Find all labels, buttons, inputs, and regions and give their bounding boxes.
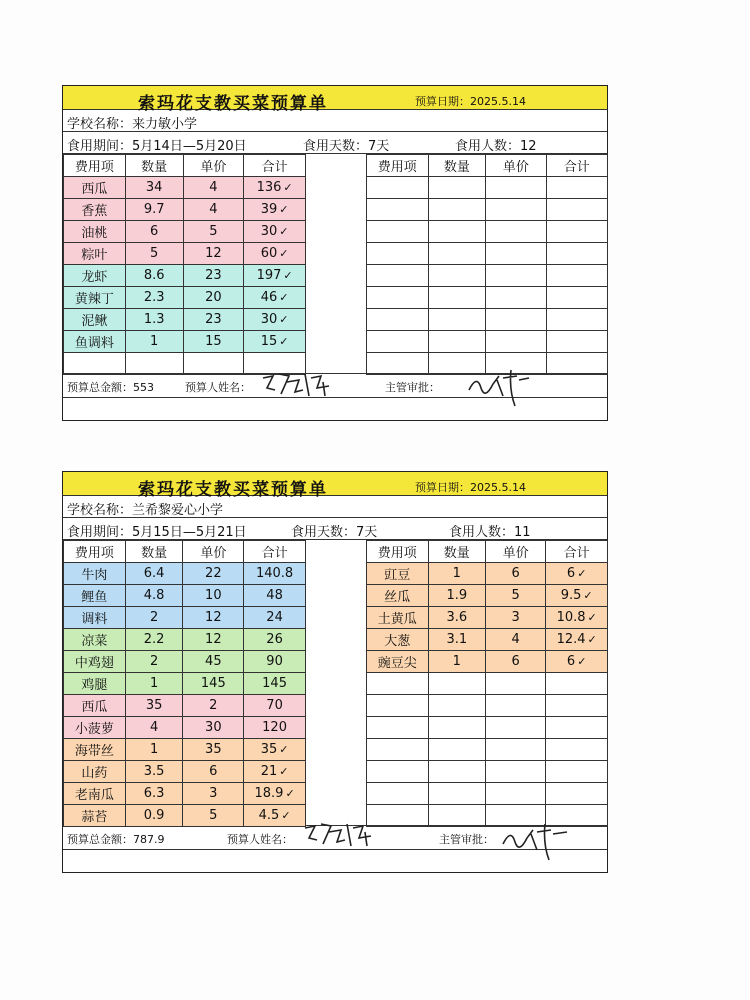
item-cell [64,353,126,375]
budget-sheet-2 [62,471,608,873]
price-cell: 5 [486,585,546,607]
column-header: 单价 [183,155,244,177]
price-cell: 4 [183,199,244,221]
table-row [64,585,306,607]
column-header: 合计 [244,541,306,563]
check-mark-icon: ✓ [583,589,593,602]
quantity-cell [428,805,485,827]
item-cell [367,331,429,353]
total-cell: 15 ✓ [244,331,306,353]
total-cell: 46 ✓ [244,287,306,309]
item-cell: 鱼调料 [64,331,126,353]
check-mark-icon: ✓ [587,611,597,624]
table-header-row [367,155,608,177]
quantity-cell: 1.9 [428,585,485,607]
table-row [64,717,306,739]
item-cell: 香蕉 [64,199,126,221]
table-row [367,651,608,673]
price-cell [486,673,546,695]
table-row [64,651,306,673]
price-cell [486,177,546,199]
total-cell: 48 [244,585,306,607]
total-cell [546,761,608,783]
total-cell [546,287,607,309]
total-cell: 10.8 ✓ [546,607,608,629]
item-cell [367,243,429,265]
price-cell: 2 [183,695,244,717]
sheet-title: 索玛花支教买菜预算单 [138,94,328,114]
check-mark-icon: ✓ [279,313,289,326]
total-cell: 30 ✓ [244,309,306,331]
quantity-cell: 1 [125,739,183,761]
check-mark-icon: ✓ [279,335,289,348]
preparer-label: 预算人姓名： [227,833,293,846]
item-cell: 老南瓜 [64,783,126,805]
empty-table-row [367,695,608,717]
table-row [367,563,608,585]
item-cell: 蒜苔 [64,805,126,827]
column-header: 单价 [486,155,546,177]
empty-table-row [367,739,608,761]
item-cell: 豇豆 [367,563,429,585]
preparer-signature [301,818,381,852]
price-cell: 145 [183,673,244,695]
item-cell [367,761,429,783]
check-mark-icon: ✓ [283,181,293,194]
total-cell: 140.8 [244,563,306,585]
price-cell [486,761,546,783]
check-mark-icon: ✓ [577,567,587,580]
item-cell: 鲤鱼 [64,585,126,607]
table-row [64,309,306,331]
price-cell: 30 [183,717,244,739]
price-cell: 4 [183,177,244,199]
meal-people: 食用人数：11 [449,525,531,540]
total-cell: 4.5 ✓ [244,805,306,827]
table-row [64,607,306,629]
empty-table-row [367,761,608,783]
quantity-cell: 2 [125,607,183,629]
total-cell: 18.9 ✓ [244,783,306,805]
total-cell: 90 [244,651,306,673]
total-cell [546,265,607,287]
empty-table-row [367,331,608,353]
price-cell: 35 [183,739,244,761]
price-cell: 3 [486,607,546,629]
footer-row [63,826,607,850]
empty-table-row [367,243,608,265]
meal-days: 食用天数：7天 [303,139,390,154]
total-cell: 21 ✓ [244,761,306,783]
empty-table-row [367,717,608,739]
check-mark-icon: ✓ [279,225,289,238]
price-cell: 4 [486,629,546,651]
item-cell [367,199,429,221]
total-cell [546,695,608,717]
total-cell [546,177,607,199]
table-row [64,805,306,827]
price-cell [486,331,546,353]
check-mark-icon: ✓ [285,787,295,800]
price-cell: 6 [486,651,546,673]
budget-total: 预算总金额：553 [67,381,154,394]
table-row [64,177,306,199]
item-cell [367,783,429,805]
quantity-cell: 6.4 [125,563,183,585]
total-cell: 35 ✓ [244,739,306,761]
total-cell: 12.4 ✓ [546,629,608,651]
meal-days: 食用天数：7天 [291,525,378,540]
table-row [64,739,306,761]
quantity-cell: 3.1 [428,629,485,651]
item-cell: 豌豆尖 [367,651,429,673]
blank-row [63,850,607,872]
item-cell: 丝瓜 [367,585,429,607]
budget-date: 预算日期：2025.5.14 [415,481,526,494]
school-name: 学校名称：来力敏小学 [67,117,198,132]
item-cell: 泥鳅 [64,309,126,331]
table-row [64,761,306,783]
quantity-cell [428,331,485,353]
price-cell: 12 [183,629,244,651]
approver-label: 主管审批： [385,381,440,394]
quantity-cell [125,353,183,375]
price-cell: 45 [183,651,244,673]
budget-sheet-1 [62,85,608,421]
price-cell [486,221,546,243]
table-row [367,629,608,651]
total-cell [546,673,608,695]
school-row [63,496,607,518]
empty-table-row [367,783,608,805]
quantity-cell: 0.9 [125,805,183,827]
preparer-signature [259,368,339,402]
quantity-cell [428,309,485,331]
quantity-cell [428,783,485,805]
column-header: 单价 [183,541,244,563]
quantity-cell [428,673,485,695]
item-cell: 西瓜 [64,177,126,199]
quantity-cell: 3.5 [125,761,183,783]
column-header: 数量 [428,541,485,563]
price-cell: 20 [183,287,244,309]
total-cell: 6 ✓ [546,563,608,585]
item-cell: 龙虾 [64,265,126,287]
price-cell [486,309,546,331]
quantity-cell: 9.7 [125,199,183,221]
item-cell [367,717,429,739]
period-row [63,132,607,154]
price-cell [486,265,546,287]
price-cell [486,287,546,309]
quantity-cell: 1 [125,673,183,695]
total-cell: 9.5 ✓ [546,585,608,607]
table-row [64,673,306,695]
total-cell [546,199,607,221]
budget-total: 预算总金额：787.9 [67,833,165,846]
item-cell [367,265,429,287]
meal-people: 食用人数：12 [455,139,537,154]
column-header: 单价 [486,541,546,563]
empty-table-row [367,221,608,243]
items-area [63,154,607,374]
item-cell: 凉菜 [64,629,126,651]
item-cell [367,221,429,243]
empty-table-row [367,673,608,695]
item-cell [367,177,429,199]
right-item-table [366,540,608,827]
period-row [63,518,607,540]
column-header: 数量 [125,155,183,177]
items-area [63,540,607,826]
table-row [64,629,306,651]
quantity-cell [428,265,485,287]
item-cell: 西瓜 [64,695,126,717]
check-mark-icon: ✓ [587,633,597,646]
item-cell [367,309,429,331]
total-cell: 197 ✓ [244,265,306,287]
empty-table-row [367,199,608,221]
quantity-cell [428,177,485,199]
quantity-cell: 2.3 [125,287,183,309]
column-header: 数量 [428,155,485,177]
quantity-cell: 4 [125,717,183,739]
quantity-cell [428,287,485,309]
total-cell: 145 [244,673,306,695]
quantity-cell [428,243,485,265]
quantity-cell: 2 [125,651,183,673]
quantity-cell: 6.3 [125,783,183,805]
column-header: 费用项 [367,541,429,563]
item-cell [367,353,429,375]
table-row [64,199,306,221]
quantity-cell: 5 [125,243,183,265]
table-row [64,287,306,309]
check-mark-icon: ✓ [577,655,587,668]
quantity-cell: 8.6 [125,265,183,287]
price-cell [183,353,244,375]
empty-table-row [367,265,608,287]
total-cell: 30 ✓ [244,221,306,243]
item-cell: 土黄瓜 [367,607,429,629]
quantity-cell: 35 [125,695,183,717]
sheet-title-row [63,86,607,114]
left-item-table [63,540,306,827]
price-cell: 22 [183,563,244,585]
price-cell [486,199,546,221]
column-header: 数量 [125,541,183,563]
column-header: 费用项 [367,155,429,177]
table-header-row [64,155,306,177]
item-cell: 中鸡翅 [64,651,126,673]
total-cell [546,739,608,761]
meal-period: 食用期间：5月15日—5月21日 [67,525,247,540]
sheet-title-row [63,472,607,500]
column-header: 费用项 [64,541,126,563]
footer-row [63,374,607,398]
approver-label: 主管审批： [439,833,494,846]
preparer-label: 预算人姓名： [185,381,251,394]
price-cell [486,695,546,717]
check-mark-icon: ✓ [279,743,289,756]
table-row [64,243,306,265]
item-cell [367,739,429,761]
empty-table-row [367,309,608,331]
check-mark-icon: ✓ [281,809,291,822]
price-cell: 6 [486,563,546,585]
total-cell [546,353,607,375]
empty-table-row [367,287,608,309]
item-cell: 黄辣丁 [64,287,126,309]
total-cell [546,243,607,265]
right-item-table [366,154,608,375]
quantity-cell [428,761,485,783]
column-header: 合计 [546,155,607,177]
table-row [64,331,306,353]
check-mark-icon: ✓ [279,247,289,260]
total-cell: 24 [244,607,306,629]
blank-row [63,398,607,420]
table-header-row [367,541,608,563]
school-row [63,110,607,132]
quantity-cell [428,199,485,221]
item-cell: 牛肉 [64,563,126,585]
total-cell [546,309,607,331]
quantity-cell: 1 [428,563,485,585]
school-name: 学校名称：兰希黎爱心小学 [67,503,224,518]
total-cell: 26 [244,629,306,651]
quantity-cell: 1.3 [125,309,183,331]
column-header: 合计 [244,155,306,177]
table-row [64,563,306,585]
quantity-cell [428,221,485,243]
quantity-cell [428,695,485,717]
sheet-title: 索玛花支教买菜预算单 [138,480,328,500]
price-cell: 10 [183,585,244,607]
check-mark-icon: ✓ [283,269,293,282]
table-row [64,221,306,243]
table-row [64,783,306,805]
total-cell: 70 [244,695,306,717]
check-mark-icon: ✓ [279,765,289,778]
item-cell: 油桃 [64,221,126,243]
check-mark-icon: ✓ [279,291,289,304]
price-cell [486,783,546,805]
item-cell: 大葱 [367,629,429,651]
item-cell [367,673,429,695]
quantity-cell: 34 [125,177,183,199]
total-cell: 6 ✓ [546,651,608,673]
total-cell [546,221,607,243]
total-cell [546,717,608,739]
table-header-row [64,541,306,563]
table-row [64,265,306,287]
total-cell: 136 ✓ [244,177,306,199]
total-cell: 60 ✓ [244,243,306,265]
quantity-cell: 6 [125,221,183,243]
price-cell: 3 [183,783,244,805]
table-row [64,695,306,717]
price-cell: 23 [183,265,244,287]
item-cell: 调料 [64,607,126,629]
item-cell: 小菠萝 [64,717,126,739]
price-cell [486,739,546,761]
price-cell: 15 [183,331,244,353]
empty-table-row [367,177,608,199]
check-mark-icon: ✓ [279,203,289,216]
table-row [367,585,608,607]
meal-period: 食用期间：5月14日—5月20日 [67,139,247,154]
item-cell: 鸡腿 [64,673,126,695]
quantity-cell: 4.8 [125,585,183,607]
price-cell: 6 [183,761,244,783]
quantity-cell: 1 [125,331,183,353]
item-cell: 海带丝 [64,739,126,761]
total-cell: 39 ✓ [244,199,306,221]
price-cell [486,243,546,265]
column-header: 费用项 [64,155,126,177]
price-cell: 12 [183,607,244,629]
total-cell [546,783,608,805]
quantity-cell: 3.6 [428,607,485,629]
total-cell: 120 [244,717,306,739]
price-cell: 5 [183,221,244,243]
item-cell: 山药 [64,761,126,783]
quantity-cell: 2.2 [125,629,183,651]
budget-date: 预算日期：2025.5.14 [415,95,526,108]
price-cell: 12 [183,243,244,265]
price-cell: 5 [183,805,244,827]
column-header: 合计 [546,541,608,563]
quantity-cell: 1 [428,651,485,673]
total-cell [546,331,607,353]
table-row [367,607,608,629]
item-cell [367,695,429,717]
price-cell [486,717,546,739]
quantity-cell [428,739,485,761]
quantity-cell [428,717,485,739]
left-item-table [63,154,306,375]
item-cell [367,287,429,309]
item-cell: 粽叶 [64,243,126,265]
price-cell: 23 [183,309,244,331]
